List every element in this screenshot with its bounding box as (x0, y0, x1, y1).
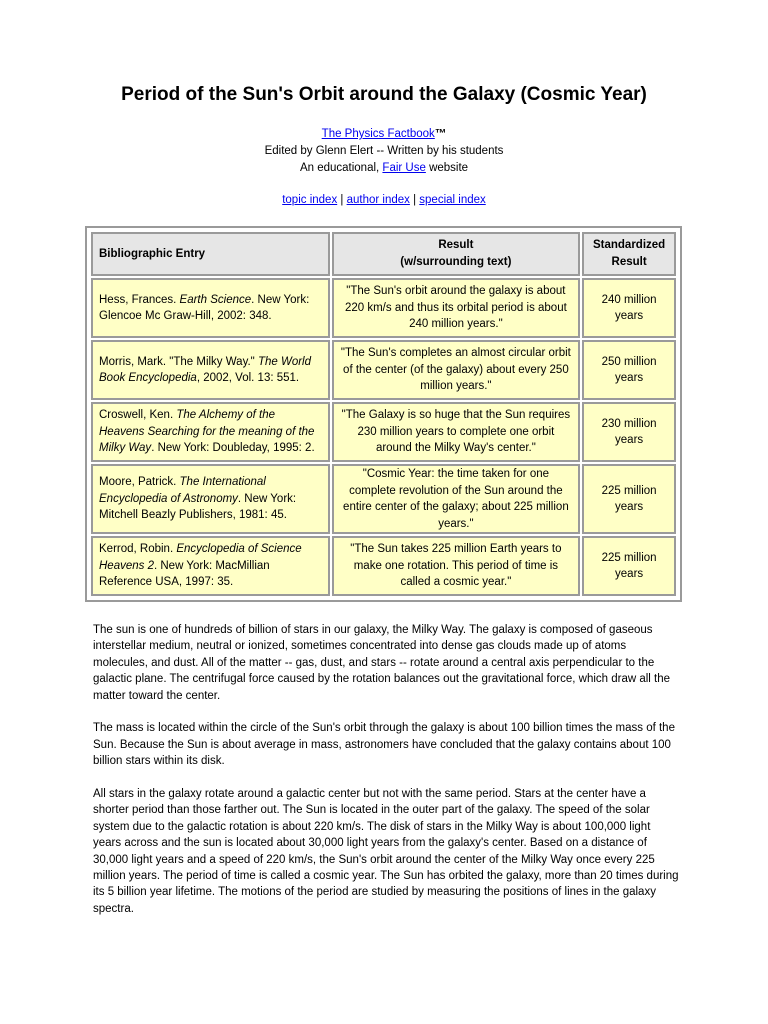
header-standardized-line2: Result (611, 256, 647, 268)
educational-suffix: website (425, 162, 469, 174)
entry-author: Hess, Frances. (99, 293, 180, 306)
body-paragraph: All stars in the galaxy rotate around a galactic center but not with the same period. Stars at the center have a shorter period than those farther out. The Sun is located in the outer part of the galaxy. The speed of the solar system due to the galactic rotation is about 220 km/s. The disk of stars in the Milky Way is about 100,000 light years across and the sun is located about 30,000 light years from the galaxy's center. Based on a distance of 30,000 light years and a speed of 220 km/s, the Sun's orbit around the center of the Milky Way once every 225 million years. The period of time is called a cosmic year. The Sun has orbited the galaxy, more than 20 times during its 5 billion year lifetime. The motions of the period are studied by measuring the positions of lines in the galaxy spectra. (93, 788, 679, 915)
page-title: Period of the Sun's Orbit around the Galaxy (Cosmic Year) (121, 84, 647, 105)
entry-publication: . New York: MacMillian Reference USA, 1997: 35. (99, 559, 270, 589)
standardized-result-cell: 250 million years (582, 340, 676, 400)
header-result (332, 232, 581, 276)
entry-work-title: The International Encyclopedia of Astronomy (99, 476, 266, 505)
standardized-result-cell: 230 million years (582, 402, 676, 462)
entry-author: Moore, Patrick. (99, 476, 180, 489)
site-header (0, 126, 768, 177)
header-result-line1: Result (438, 239, 474, 251)
bibliography-table-frame (85, 226, 682, 602)
result-quote-cell: "The Galaxy is so huge that the Sun requires 230 million years to complete one orbit around the Milky Way's center." (332, 402, 581, 462)
physics-factbook-link[interactable]: The Physics Factbook (321, 128, 435, 140)
educational-prefix: An educational, (299, 162, 383, 174)
entry-publication: . New York: Mitchell Beazly Publishers, 1981: 45. (99, 492, 297, 522)
factbook-line (0, 126, 768, 143)
bibliographic-entry-cell (91, 464, 330, 534)
entry-publication: , 2002, Vol. 13: 551. (196, 372, 300, 384)
result-quote-cell: "The Sun's orbit around the galaxy is about 220 km/s and thus its orbital period is about 240 million years." (332, 278, 581, 338)
result-quote-cell: "Cosmic Year: the time taken for one complete revolution of the Sun around the entire center of the galaxy; about 225 million years." (332, 464, 581, 534)
header-bibliographic-entry: Bibliographic Entry (91, 232, 330, 276)
header-result-line2: (w/surrounding text) (400, 256, 512, 268)
article-body (93, 622, 679, 934)
table-row (91, 402, 676, 462)
header-standardized-line1: Standardized (592, 239, 666, 251)
entry-work-title: Encyclopedia of Science Heavens 2 (99, 543, 302, 572)
standardized-result-cell: 225 million years (582, 536, 676, 596)
entry-publication: . New York: Glencoe Mc Graw-Hill, 2002: 348. (99, 293, 310, 322)
entry-author: Kerrod, Robin. (99, 543, 177, 556)
bibliographic-entry-cell (91, 278, 330, 338)
bibliography-table (89, 230, 678, 598)
entry-work-title: Earth Science (179, 293, 252, 306)
author-index-link[interactable]: author index (346, 194, 410, 206)
educational-line (0, 160, 768, 177)
table-row (91, 464, 676, 534)
table-header-row (91, 232, 676, 276)
special-index-link[interactable]: special index (419, 194, 486, 206)
table-row (91, 536, 676, 596)
entry-publication: . New York: Doubleday, 1995: 2. (151, 442, 315, 455)
standardized-result-cell: 240 million years (582, 278, 676, 338)
index-separator: | (337, 194, 347, 206)
index-nav (0, 194, 768, 206)
result-quote-cell: "The Sun takes 225 million Earth years to make one rotation. This period of time is called a cosmic year." (332, 536, 581, 596)
entry-work-title: The World Book Encyclopedia (99, 355, 311, 384)
table-row (91, 278, 676, 338)
table-row (91, 340, 676, 400)
trademark-symbol: ™ (434, 128, 447, 140)
edited-by-line: Edited by Glenn Elert -- Written by his students (264, 145, 504, 157)
index-separator: | (409, 194, 420, 206)
entry-author: Croswell, Ken. (99, 409, 177, 422)
standardized-result-cell: 225 million years (582, 464, 676, 534)
bibliographic-entry-cell (91, 536, 330, 596)
bibliographic-entry-cell (91, 340, 330, 400)
entry-author: Morris, Mark. "The Milky Way." (99, 355, 258, 368)
result-quote-cell: "The Sun's completes an almost circular orbit of the center (of the galaxy) about every 250 million years." (332, 340, 581, 400)
body-paragraph: The sun is one of hundreds of billion of stars in our galaxy, the Milky Way. The galaxy is composed of gaseous interstellar medium, neutral or ionized, sometimes concentrated into dense gas clouds made up of atoms molecules, and dust. All of the matter -- gas, dust, and stars -- rotate around a central axis perpendicular to the galactic plane. The centrifugal force caused by the rotation balances out the gravitational force, which draw all the matter toward the center. (93, 624, 671, 702)
entry-work-title: The Alchemy of the Heavens Searching for the meaning of the Milky Way (99, 409, 315, 455)
topic-index-link[interactable]: topic index (282, 194, 338, 206)
fair-use-link[interactable]: Fair Use (382, 162, 426, 174)
body-paragraph: The mass is located within the circle of the Sun's orbit through the galaxy is about 100 billion times the mass of the Sun. Because the Sun is about average in mass, astronomers have concluded that the galaxy contains about 100 billion stars within its disk. (93, 722, 675, 768)
bibliographic-entry-cell (91, 402, 330, 462)
header-standardized-result (582, 232, 676, 276)
